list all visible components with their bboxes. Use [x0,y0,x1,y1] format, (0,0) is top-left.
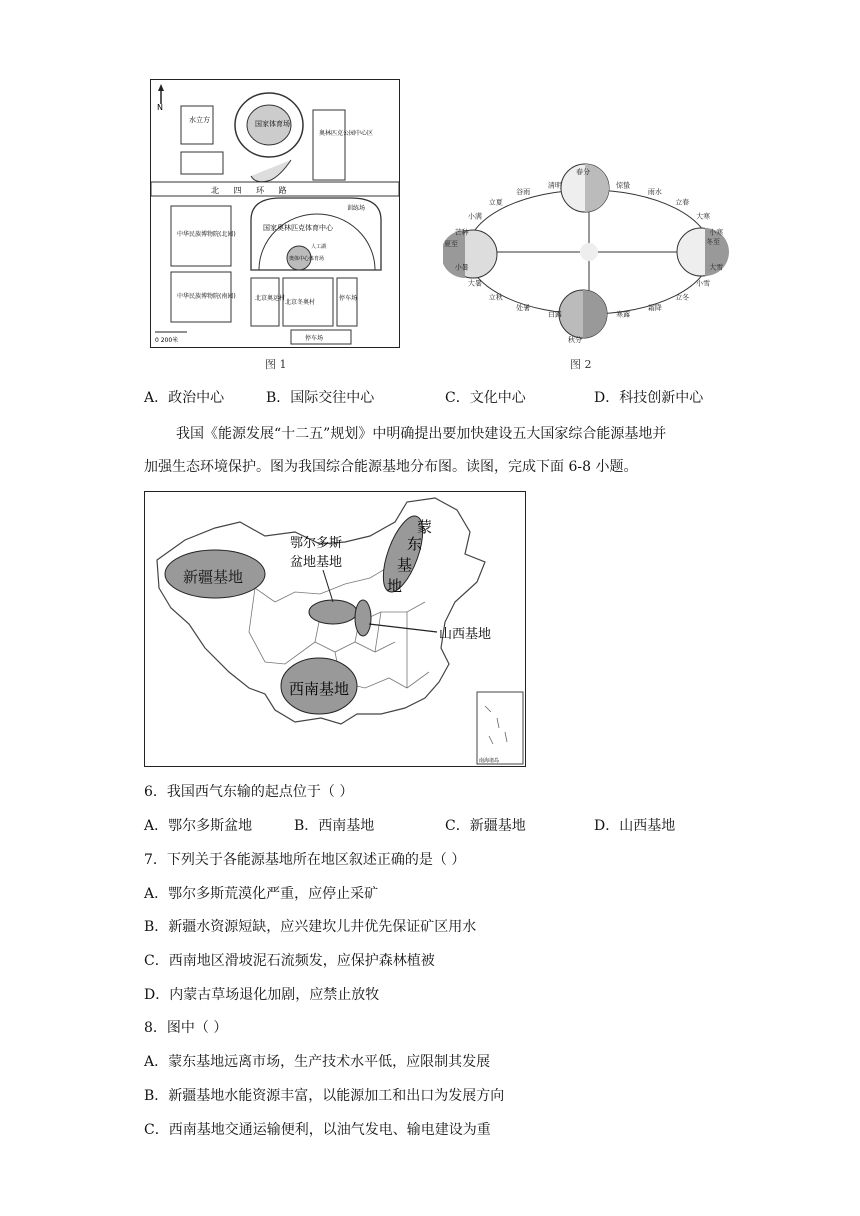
center-label: 国家奥林匹克体育中心 [263,224,333,232]
southwest-base-label: 西南基地 [289,680,350,698]
q6-option-b[interactable]: B．西南基地 [294,818,375,834]
winter-village-label: 北京冬奥村 [285,299,316,306]
solar-term-label: 立夏 [488,198,503,207]
earth-bottom [559,290,607,338]
q6-option-d[interactable]: D．山西基地 [594,818,676,834]
mengdong-char-1: 蒙 [417,518,433,536]
q7-option-b[interactable]: B．新疆水资源短缺，应兴建坎儿井优先保证矿区用水 [144,919,477,935]
stadium-label: 国家体育场 [255,120,290,128]
q5-option-d[interactable]: D．科技创新中心 [594,390,704,406]
earth-left [443,230,497,278]
parking1-label: 停车场 [339,295,358,302]
solar-term-label: 大寒 [696,212,711,221]
q5-option-c[interactable]: C．文化中心 [445,390,526,406]
solar-term-label: 小暑 [454,263,469,272]
solar-term-label: 夏至 [444,240,458,248]
figure2-caption: 图 2 [570,358,592,371]
solar-term-label: 小满 [467,212,482,221]
solar-term-label: 秋分 [568,336,582,344]
stadium2-label: 奥体中心体育场 [289,256,325,262]
q6-option-a[interactable]: A．鄂尔多斯盆地 [144,818,253,834]
village-label: 北京奥运村 [255,295,286,302]
solar-term-label: 大暑 [467,279,482,288]
olympic-park-map [151,80,399,347]
mengdong-char-4: 地 [387,577,403,595]
ordos-label-2: 盆地基地 [290,555,343,570]
q7-option-d[interactable]: D．内蒙古草场退化加剧，应禁止放牧 [144,987,380,1003]
museum-south-label: 中华民族博物院(南园) [177,293,236,300]
energy-base-map [144,491,526,767]
solar-term-label: 寒露 [616,310,631,319]
solar-term-label: 大雪 [709,263,724,272]
solar-term-label: 雨水 [647,188,662,196]
lake-label: 人工湖 [311,244,327,250]
q5-option-b[interactable]: B．国际交往中心 [266,390,375,406]
solar-term-label: 小雪 [696,279,711,288]
solar-term-label: 春分 [576,168,590,176]
q5-option-a[interactable]: A．政治中心 [144,390,225,406]
solar-term-label: 惊蛰 [616,181,631,190]
q6-stem: 6．我国西气东输的起点位于（ ） [144,784,354,800]
solar-term-label: 冬至 [706,238,720,246]
q8-option-c[interactable]: C．西南基地交通运输便利，以油气发电、输电建设为重 [144,1122,491,1138]
ordos-label-1: 鄂尔多斯 [290,536,343,551]
ring-road-label: 北 四 环 路 [211,186,293,195]
mengdong-char-2: 东 [407,535,423,553]
solar-term-label: 霜降 [647,304,662,312]
mengdong-char-3: 基 [397,556,413,574]
park-label: 奥林匹克公园中心区 [319,130,374,137]
solar-term-label: 小寒 [709,228,724,237]
q8-option-a[interactable]: A．蒙东基地远离市场，生产技术水平低，应限制其发展 [144,1054,491,1070]
china-energy-map [145,492,525,766]
solar-term-label: 立秋 [488,293,503,302]
solar-term-label: 立冬 [675,293,690,302]
q8-stem: 8．图中（ ） [144,1020,228,1036]
figure1-caption: 图 1 [265,358,287,371]
solar-term-label: 白露 [547,310,562,319]
intro-line1: 我国《能源发展“十二五”规划》中明确提出要加快建设五大国家综合能源基地并 [176,426,667,442]
solar-term-label: 处暑 [516,304,531,312]
water-cube-label: 水立方 [189,116,210,124]
solar-term-label: 清明 [547,181,562,190]
q8-option-b[interactable]: B．新疆基地水能资源丰富，以能源加工和出口为发展方向 [144,1088,505,1104]
q7-stem: 7．下列关于各能源基地所在地区叙述正确的是（ ） [144,852,466,868]
solar-term-label: 谷雨 [516,188,531,196]
xinjiang-base-label: 新疆基地 [183,568,244,586]
q7-option-c[interactable]: C．西南地区滑坡泥石流频发，应保护森林植被 [144,953,435,969]
q6-option-c[interactable]: C．新疆基地 [445,818,526,834]
figure2-orbit [443,152,741,350]
solar-term-label: 立春 [675,198,690,207]
intro-line2: 加强生态环境保护。图为我国综合能源基地分布图。读图，完成下面 6-8 小题。 [144,459,638,475]
inset-label: 南海诸岛 [479,758,500,764]
gym-label: 训练场 [347,205,366,212]
figure1-map [150,79,400,348]
museum-north-label: 中华民族博物院(北园) [177,231,236,238]
parking2-label: 停车场 [305,335,324,342]
scale-label: 0 200米 [155,337,179,344]
earth-orbit-diagram [443,152,741,350]
q7-option-a[interactable]: A．鄂尔多斯荒漠化严重，应停止采矿 [144,886,379,902]
north-label: N [157,103,163,112]
shanxi-base-label: 山西基地 [439,627,492,642]
solar-term-label: 芒种 [454,228,469,237]
